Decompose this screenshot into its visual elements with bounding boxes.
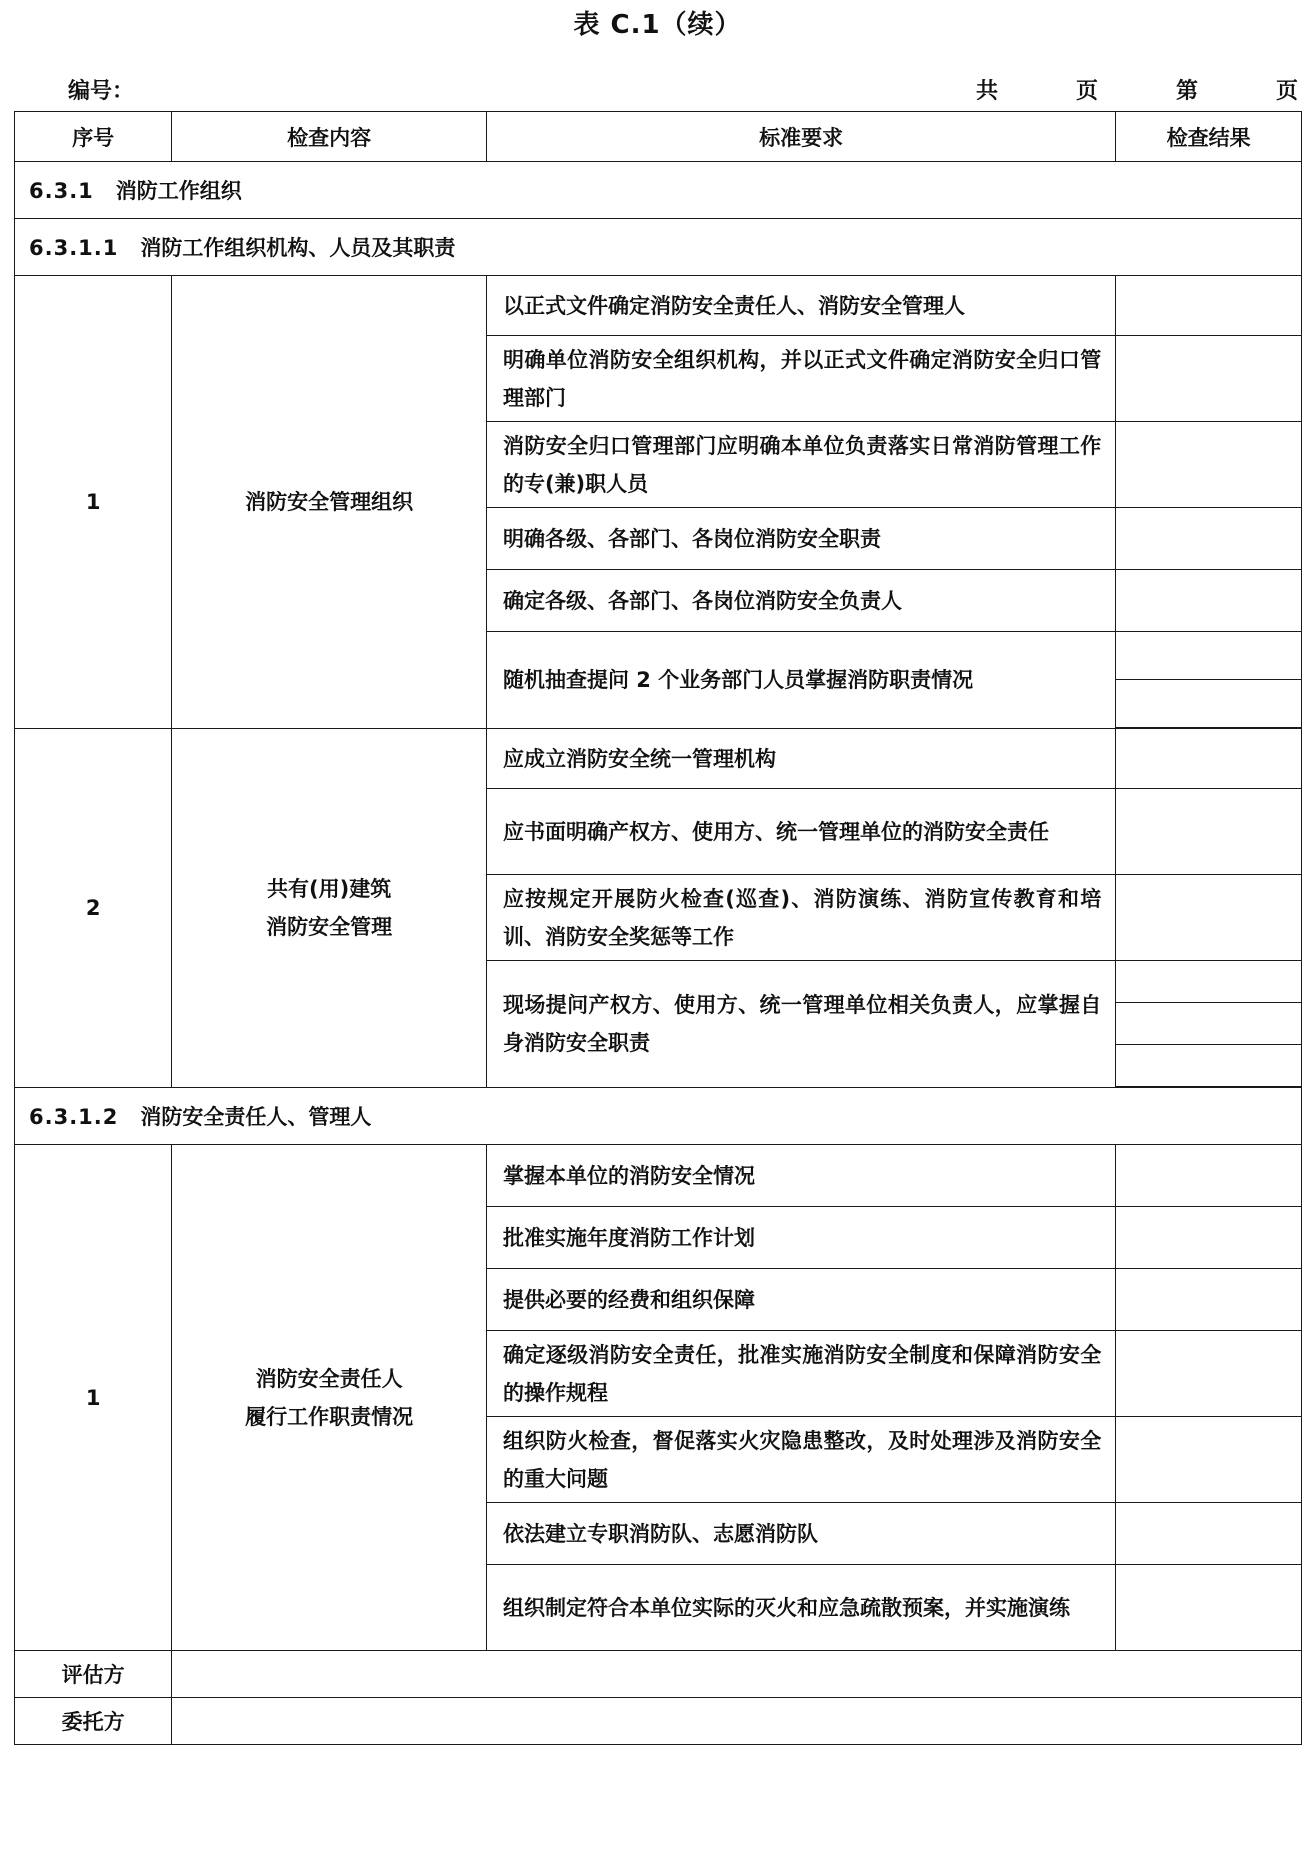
content-line: 共有(用)建筑	[267, 877, 392, 901]
content-cell	[172, 1145, 487, 1651]
table-row	[15, 1145, 1302, 1207]
content-cell	[172, 729, 487, 1088]
requirement-cell: 批准实施年度消防工作计划	[486, 1207, 1115, 1269]
section-number: 6.3.1.1	[29, 236, 119, 260]
result-cell[interactable]	[1116, 680, 1302, 728]
requirement-cell: 以正式文件确定消防安全责任人、消防安全管理人	[486, 276, 1115, 336]
section-name: 消防工作组织	[115, 179, 242, 203]
requirement-cell: 现场提问产权方、使用方、统一管理单位相关负责人，应掌握自身消防安全职责	[486, 961, 1115, 1088]
requirement-cell: 应书面明确产权方、使用方、统一管理单位的消防安全责任	[486, 789, 1115, 875]
result-cell[interactable]	[1116, 875, 1302, 961]
page-current-prefix: 第	[1175, 79, 1198, 104]
content-cell	[172, 276, 487, 729]
header-result: 检查结果	[1116, 112, 1302, 162]
result-cell[interactable]	[1116, 1503, 1302, 1565]
requirement-cell: 掌握本单位的消防安全情况	[486, 1145, 1115, 1207]
page-total-prefix: 共	[975, 79, 998, 104]
section-title	[15, 1088, 1302, 1145]
result-cell[interactable]	[1116, 1145, 1302, 1207]
section-number: 6.3.1.2	[29, 1105, 119, 1129]
result-cell[interactable]	[1116, 508, 1302, 570]
requirement-cell: 明确单位消防安全组织机构，并以正式文件确定消防安全归口管理部门	[486, 336, 1115, 422]
section-title	[15, 162, 1302, 219]
section-title	[15, 219, 1302, 276]
section-row	[15, 219, 1302, 276]
content-line: 消防安全责任人	[255, 1366, 403, 1391]
result-cell[interactable]	[1116, 1565, 1302, 1651]
page-current-suffix: 页	[1275, 79, 1298, 104]
section-row	[15, 1088, 1302, 1145]
result-cell[interactable]	[1116, 1207, 1302, 1269]
section-row	[15, 162, 1302, 219]
inspection-table	[14, 111, 1302, 1745]
result-cell[interactable]	[1116, 789, 1302, 875]
result-cell[interactable]	[1116, 1003, 1302, 1045]
table-row	[15, 729, 1302, 789]
client-label: 委托方	[15, 1698, 172, 1745]
seq-cell: 1	[15, 276, 172, 729]
seq-cell: 1	[15, 1145, 172, 1651]
requirement-cell: 组织防火检查，督促落实火灾隐患整改，及时处理涉及消防安全的重大问题	[486, 1417, 1115, 1503]
requirement-cell: 依法建立专职消防队、志愿消防队	[486, 1503, 1115, 1565]
requirement-cell: 应成立消防安全统一管理机构	[486, 729, 1115, 789]
requirement-cell: 提供必要的经费和组织保障	[486, 1269, 1115, 1331]
result-cell[interactable]	[1116, 1045, 1302, 1087]
evaluator-label: 评估方	[15, 1651, 172, 1698]
result-cell[interactable]	[1116, 729, 1302, 789]
result-cell[interactable]	[1116, 632, 1302, 680]
result-cell[interactable]	[1116, 961, 1302, 1003]
header-requirement: 标准要求	[486, 112, 1115, 162]
footer-row	[15, 1651, 1302, 1698]
table-row	[15, 276, 1302, 336]
requirement-cell: 确定逐级消防安全责任，批准实施消防安全制度和保障消防安全的操作规程	[486, 1331, 1115, 1417]
header-content: 检查内容	[172, 112, 487, 162]
content-line: 履行工作职责情况	[245, 1404, 414, 1429]
requirement-cell: 组织制定符合本单位实际的灭火和应急疏散预案，并实施演练	[486, 1565, 1115, 1651]
meta-row	[68, 74, 1298, 104]
section-number: 6.3.1	[29, 179, 94, 203]
section-name: 消防安全责任人、管理人	[140, 1105, 372, 1129]
evaluator-field[interactable]	[172, 1651, 1302, 1698]
result-cell[interactable]	[1116, 1417, 1302, 1503]
seq-cell: 2	[15, 729, 172, 1088]
requirement-cell: 确定各级、各部门、各岗位消防安全负责人	[486, 570, 1115, 632]
client-field[interactable]	[172, 1698, 1302, 1745]
content-line: 消防安全管理组织	[245, 490, 414, 514]
footer-row	[15, 1698, 1302, 1745]
header-seq: 序号	[15, 112, 172, 162]
requirement-cell: 应按规定开展防火检查(巡查)、消防演练、消防宣传教育和培训、消防安全奖惩等工作	[486, 875, 1115, 961]
page-count	[976, 74, 1298, 105]
content-line: 消防安全管理	[266, 915, 393, 939]
result-cell[interactable]	[1116, 336, 1302, 422]
section-name: 消防工作组织机构、人员及其职责	[140, 236, 456, 260]
result-cell[interactable]	[1116, 1269, 1302, 1331]
result-cell[interactable]	[1116, 422, 1302, 508]
requirement-cell: 消防安全归口管理部门应明确本单位负责落实日常消防管理工作的专(兼)职人员	[486, 422, 1115, 508]
header-row	[15, 112, 1302, 162]
page-total-suffix: 页	[1075, 79, 1098, 104]
result-cell[interactable]	[1116, 276, 1302, 336]
serial-number-label: 编号：	[68, 79, 135, 104]
requirement-cell: 明确各级、各部门、各岗位消防安全职责	[486, 508, 1115, 570]
result-cell[interactable]	[1116, 1331, 1302, 1417]
result-cell[interactable]	[1116, 570, 1302, 632]
requirement-cell: 随机抽查提问 2 个业务部门人员掌握消防职责情况	[486, 632, 1115, 729]
table-title: 表 C.1（续）	[573, 10, 742, 40]
